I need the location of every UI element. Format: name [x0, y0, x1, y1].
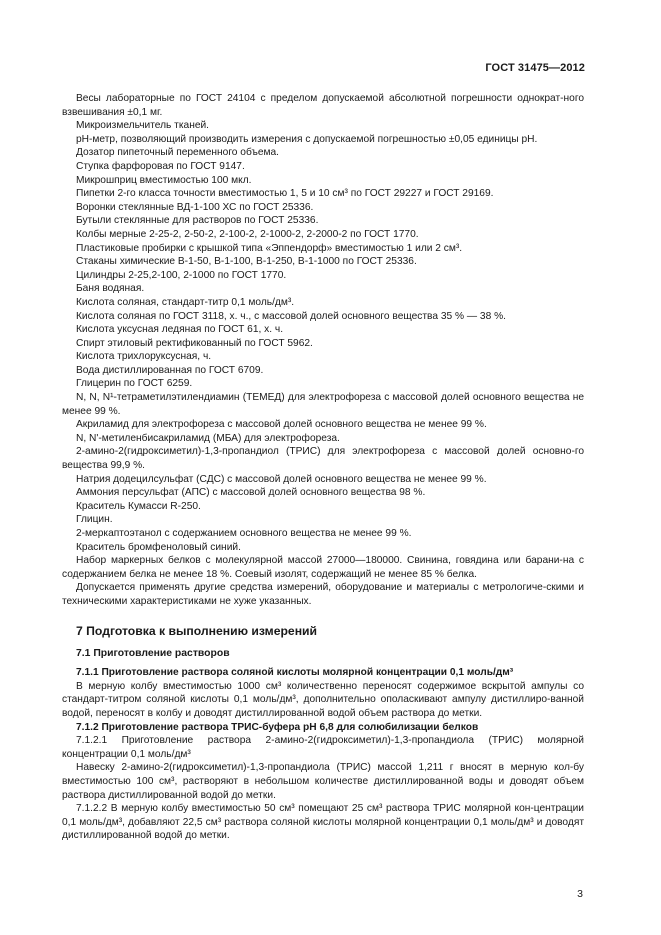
- page-body: [62, 92, 584, 843]
- equipment-item: N, N'-метиленбисакриламид (МБА) для электрофореза.: [76, 432, 340, 444]
- equipment-item: Кислота соляная, стандарт-титр 0,1 моль/дм³.: [76, 296, 295, 308]
- equipment-item: pH-метр, позволяющий производить измерения с допускаемой погрешностью ±0,05 единицы pH.: [76, 133, 538, 145]
- equipment-item: N, N, N¹-тетраметилэтилендиамин (ТЕМЕД) для электрофореза с массовой долей основного вещества не менее 99 %.: [62, 392, 584, 417]
- equipment-item: Пластиковые пробирки с крышкой типа «Эппендорф» вместимостью 1 или 2 см³.: [76, 242, 463, 254]
- equipment-item: Кислота соляная по ГОСТ 3118, х. ч., с массовой долей основного вещества 35 % — 38 %.: [76, 310, 506, 322]
- equipment-item: Микроизмельчитель тканей.: [76, 120, 210, 132]
- equipment-item: Стаканы химические В-1-50, В-1-100, В-1-250, В-1-1000 по ГОСТ 25336.: [76, 256, 417, 268]
- equipment-item: Колбы мерные 2-25-2, 2-50-2, 2-100-2, 2-1000-2, 2-2000-2 по ГОСТ 1770.: [76, 228, 419, 240]
- equipment-item: Спирт этиловый ректификованный по ГОСТ 5962.: [76, 337, 313, 349]
- equipment-item: Ступка фарфоровая по ГОСТ 9147.: [76, 160, 245, 172]
- paragraph-7-1-2-1: 7.1.2.1 Приготовление раствора 2-амино-2(гидроксиметил)-1,3-пропандиола (ТРИС) молярной концентрации 0,1 моль/дм³: [62, 735, 584, 760]
- equipment-item: Микрошприц вместимостью 100 мкл.: [76, 174, 252, 186]
- equipment-item: Пипетки 2-го класса точности вместимостью 1, 5 и 10 см³ по ГОСТ 29227 и ГОСТ 29169.: [76, 188, 494, 200]
- paragraph-7-1-2-2: 7.1.2.2 В мерную колбу вместимостью 50 см³ помещают 25 см³ раствора ТРИС молярной кон-центрации 0,1 моль/дм³, добавляют 22,5 см³ раствора соляной кислоты молярной концентрации 0,1 моль/дм³ и доводят дистиллированной водой до метки.: [62, 803, 584, 842]
- subsection-7-1-title: 7.1 Приготовление растворов: [76, 647, 230, 659]
- equipment-item: Глицин.: [76, 514, 113, 526]
- subsection-7-1-1-title: 7.1.1 Приготовление раствора соляной кислоты молярной концентрации 0,1 моль/дм³: [76, 667, 514, 679]
- paragraph-7-1-1: В мерную колбу вместимостью 1000 см³ количественно переносят содержимое вскрытой ампулы со стандарт-титром соляной кислоты 0,1 моль/дм³, дополнительно ополаскивают ампулу дистиллиро-ванной водой, переносят в колбу и доводят дистиллированной водой объем раствора до метки.: [62, 680, 584, 719]
- equipment-item: Допускается применять другие средства измерений, оборудование и материалы с метрологиче-скими и техническими характеристиками не хуже указанных.: [62, 582, 584, 607]
- equipment-item: 2-меркаптоэтанол с содержанием основного вещества не менее 99 %.: [76, 528, 412, 539]
- equipment-item: Аммония персульфат (АПС) с массовой долей основного вещества 98 %.: [76, 487, 426, 499]
- equipment-item: Краситель бромфеноловый синий.: [76, 541, 241, 553]
- equipment-item: Бутыли стеклянные для растворов по ГОСТ 25336.: [76, 215, 319, 227]
- equipment-item: Глицерин по ГОСТ 6259.: [76, 378, 193, 390]
- equipment-item: Воронки стеклянные ВД-1-100 ХС по ГОСТ 25336.: [76, 201, 314, 213]
- equipment-item: Баня водяная.: [76, 283, 145, 295]
- equipment-item: Краситель Кумасси R-250.: [76, 500, 201, 512]
- document-code-header: ГОСТ 31475—2012: [485, 62, 585, 74]
- equipment-list: [62, 92, 584, 609]
- equipment-item: Акриламид для электрофореза с массовой долей основного вещества не менее 99 %.: [76, 419, 487, 431]
- subsection-7-1-2-title: 7.1.2 Приготовление раствора ТРИС-буфера pH 6,8 для солюбилизации белков: [76, 721, 479, 733]
- equipment-item: Натрия додецилсульфат (СДС) с массовой долей основного вещества не менее 99 %.: [76, 473, 487, 485]
- equipment-item: Цилиндры 2-25,2-100, 2-1000 по ГОСТ 1770.: [76, 269, 287, 281]
- equipment-item: Набор маркерных белков с молекулярной массой 27000—180000. Свинина, говядина или барани-на с содержанием белка не менее 18 %. Соевый изолят, содержащий не менее 85 % белка.: [62, 555, 584, 580]
- section-7-title: 7 Подготовка к выполнению измерений: [76, 623, 318, 638]
- page-number: 3: [577, 888, 583, 900]
- equipment-item: Кислота трихлоруксусная, ч.: [76, 351, 212, 363]
- equipment-item: Кислота уксусная ледяная по ГОСТ 61, х. ч.: [76, 324, 284, 336]
- equipment-item: Вода дистиллированная по ГОСТ 6709.: [76, 364, 264, 376]
- paragraph-7-1-2-1-body: Навеску 2-амино-2(гидроксиметил)-1,3-пропандиола (ТРИС) массой 1,211 г вносят в мерную кол-бу вместимостью 100 см³, растворяют в небольшом количестве дистиллированной воды и доводят объем раствора дистиллированной водой до метки.: [62, 762, 584, 801]
- equipment-item: Весы лабораторные по ГОСТ 24104 с пределом допускаемой абсолютной погрешности однократ-ного взвешивания ±0,1 мг.: [62, 93, 584, 118]
- equipment-item: 2-амино-2(гидроксиметил)-1,3-пропандиол (ТРИС) для электрофореза с массовой долей основно-го вещества 99,9 %.: [62, 446, 584, 472]
- equipment-item: Дозатор пипеточный переменного объема.: [76, 147, 279, 159]
